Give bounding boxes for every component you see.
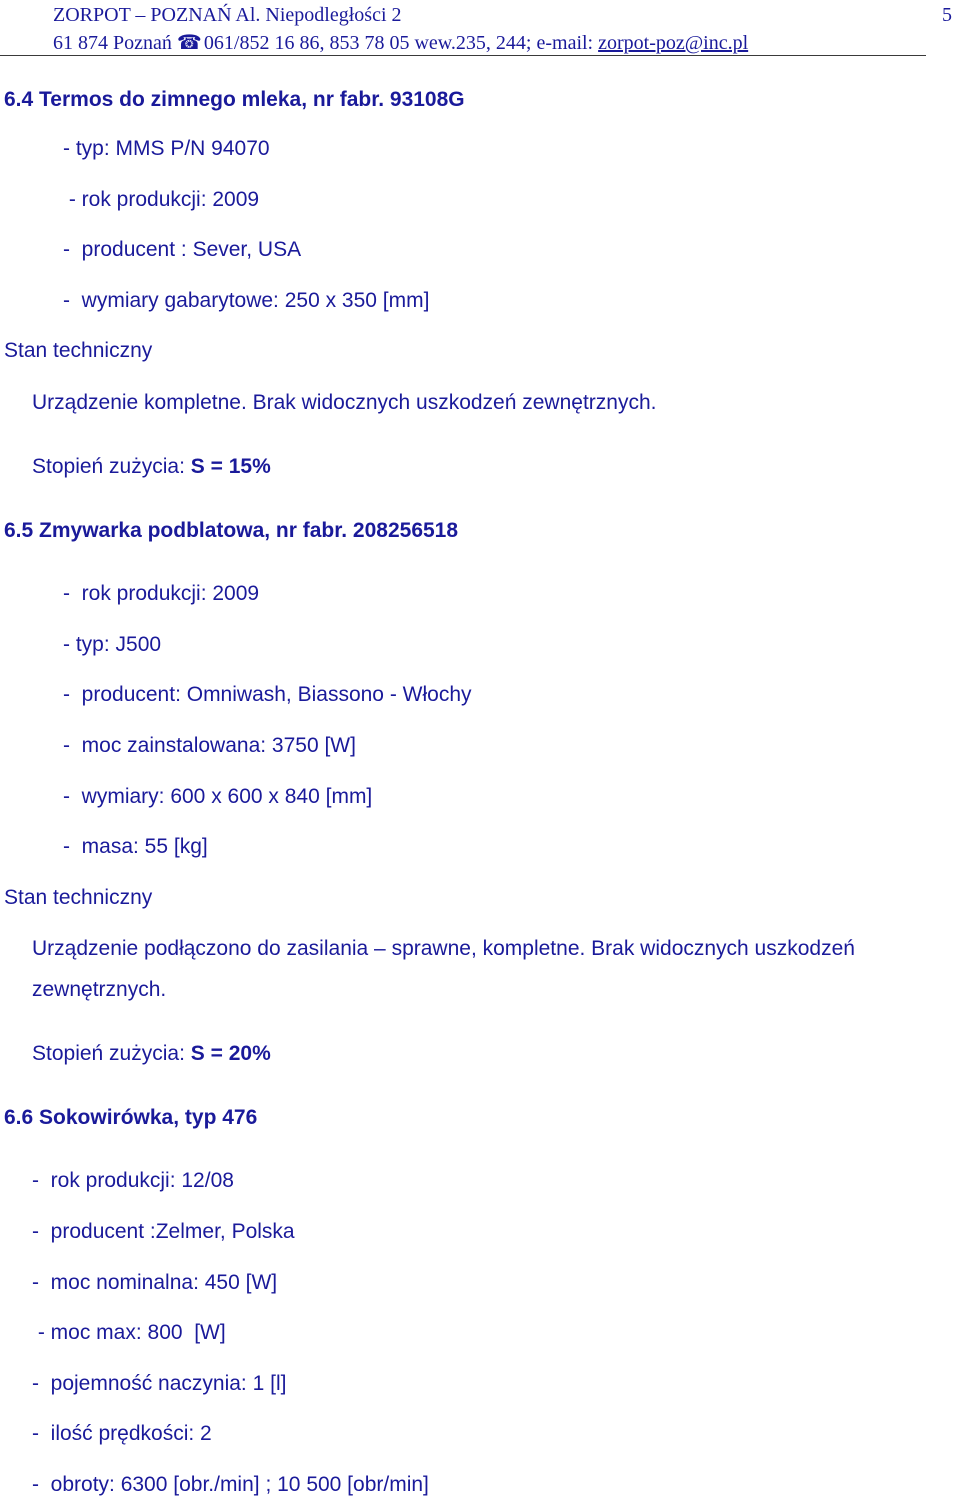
spec-item: - rok produkcji: 12/08 — [32, 1169, 234, 1192]
wear-degree — [32, 1043, 271, 1064]
spec-item: - typ: J500 — [63, 633, 162, 656]
header-email-link[interactable]: zorpot-poz@inc.pl — [598, 32, 749, 54]
condition-text-line-1: Urządzenie podłączono do zasilania – sprawne, kompletne. Brak widocznych uszkodzeń — [32, 937, 855, 960]
page-number: 5 — [942, 4, 952, 26]
wear-degree — [32, 456, 271, 477]
spec-item: - typ: MMS P/N 94070 — [63, 137, 270, 160]
spec-item: - producent: Omniwash, Biassono - Włochy — [63, 683, 472, 706]
spec-item: - moc zainstalowana: 3750 [W] — [63, 734, 356, 757]
spec-item: - moc max: 800 [W] — [32, 1321, 226, 1344]
spec-item: - obroty: 6300 [obr./min] ; 10 500 [obr/min] — [32, 1473, 429, 1496]
header-line-2 — [53, 33, 748, 53]
header-city: 61 874 Poznań — [53, 32, 172, 54]
condition-heading: Stan techniczny — [4, 886, 153, 909]
spec-item: - producent : Sever, USA — [63, 238, 302, 261]
wear-value: S = 15% — [190, 455, 271, 478]
spec-item: - ilość prędkości: 2 — [32, 1422, 212, 1445]
section-heading-6-6: 6.6 Sokowirówka, typ 476 — [4, 1106, 258, 1129]
spec-item: - rok produkcji: 2009 — [63, 582, 260, 605]
spec-item: - pojemność naczynia: 1 [l] — [32, 1372, 287, 1395]
wear-value: S = 20% — [190, 1042, 271, 1065]
header-divider — [0, 55, 926, 56]
wear-label: Stopień zużycia: — [32, 1042, 191, 1065]
section-heading-6-4: 6.4 Termos do zimnego mleka, nr fabr. 93108G — [4, 88, 465, 111]
condition-text: Urządzenie kompletne. Brak widocznych uszkodzeń zewnętrznych. — [32, 391, 657, 414]
condition-heading: Stan techniczny — [4, 339, 153, 362]
header-line-1: ZORPOT – POZNAŃ Al. Niepodległości 2 — [53, 4, 402, 26]
header-phones: 061/852 16 86, 853 78 05 wew.235, 244; e-mail: — [198, 32, 599, 54]
telephone-icon: ☎ — [176, 32, 202, 54]
spec-item: - wymiary gabarytowe: 250 x 350 [mm] — [63, 289, 430, 312]
spec-item: - rok produkcji: 2009 — [63, 188, 260, 211]
section-heading-6-5: 6.5 Zmywarka podblatowa, nr fabr. 208256518 — [4, 519, 459, 542]
condition-text-line-2: zewnętrznych. — [32, 978, 167, 1001]
spec-item: - producent :Zelmer, Polska — [32, 1220, 295, 1243]
spec-item: - moc nominalna: 450 [W] — [32, 1271, 278, 1294]
wear-label: Stopień zużycia: — [32, 455, 191, 478]
spec-item: - wymiary: 600 x 600 x 840 [mm] — [63, 785, 373, 808]
spec-item: - masa: 55 [kg] — [63, 835, 208, 858]
